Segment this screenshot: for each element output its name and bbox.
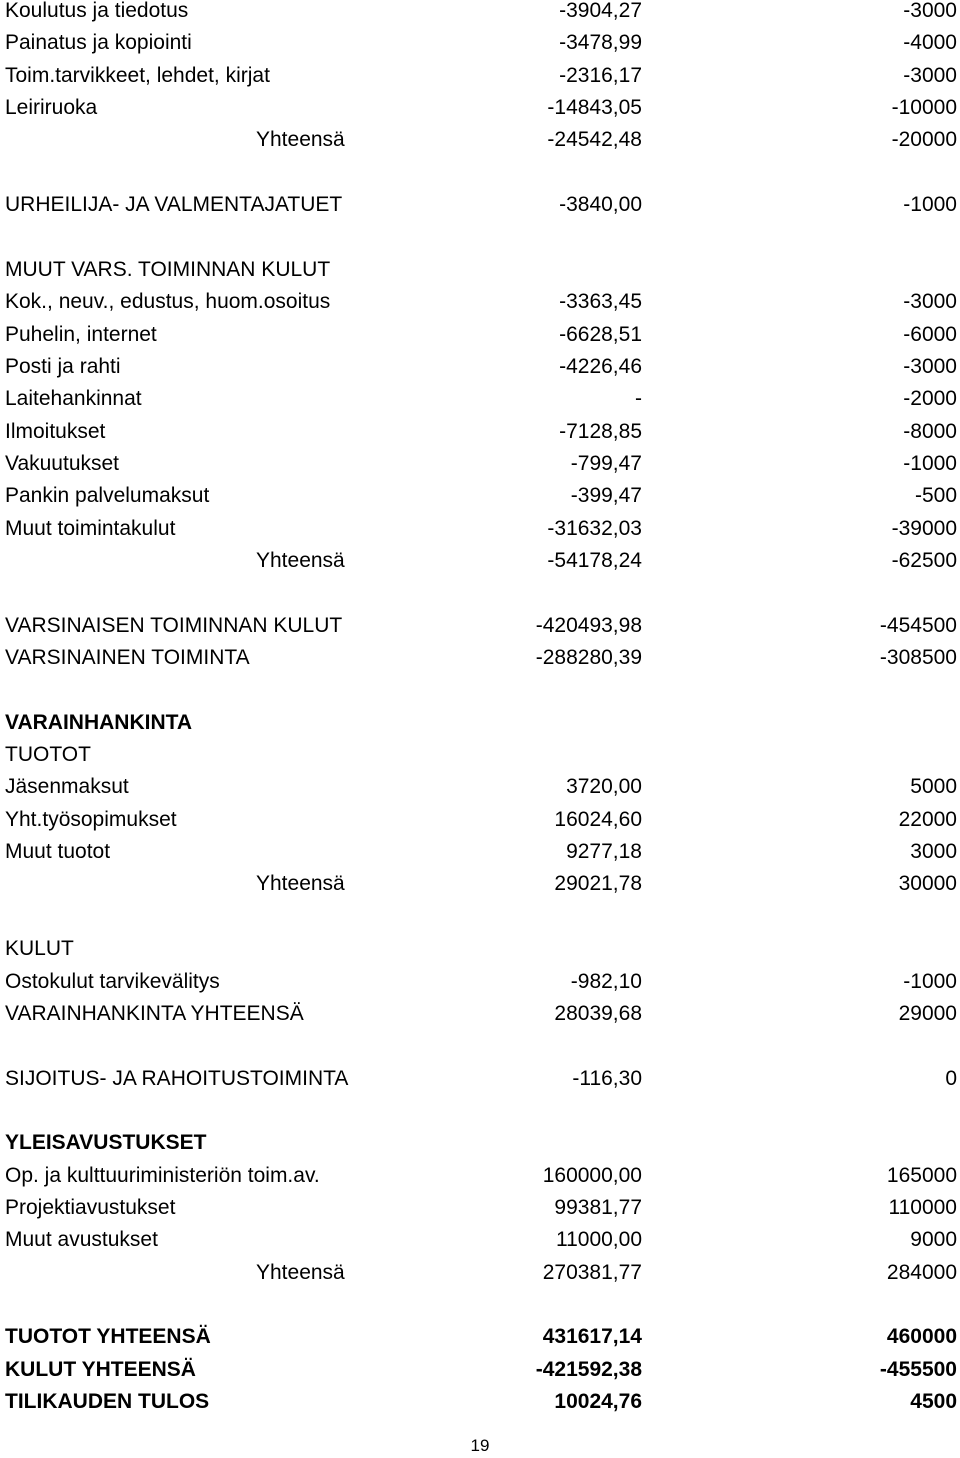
table-row <box>0 1386 960 1418</box>
actual-value: -3478,99 <box>559 31 642 55</box>
budget-value: -455500 <box>879 1357 957 1381</box>
budget-value: -454500 <box>879 613 957 637</box>
budget-value: -1000 <box>903 451 957 475</box>
actual-value: -420493,98 <box>535 613 642 637</box>
actual-value: -7128,85 <box>559 419 642 443</box>
table-row <box>0 1160 960 1192</box>
section-heading <box>0 933 960 965</box>
blank-row <box>0 157 960 189</box>
actual-value: -421592,38 <box>535 1357 642 1381</box>
actual-value: -116,30 <box>572 1066 642 1090</box>
table-row <box>0 642 960 674</box>
actual-value: -3904,27 <box>559 0 642 22</box>
table-row <box>0 1354 960 1386</box>
blank-row <box>0 901 960 933</box>
budget-value: -62500 <box>891 548 957 572</box>
blank-row <box>0 1289 960 1321</box>
row-label: YLEISAVUSTUKSET <box>5 1131 207 1155</box>
row-label: TUOTOT <box>5 743 91 767</box>
table-row <box>0 351 960 383</box>
budget-value: -4000 <box>903 31 957 55</box>
budget-value: 9000 <box>910 1228 957 1252</box>
table-row <box>0 836 960 868</box>
budget-value: -2000 <box>903 387 957 411</box>
row-label: Op. ja kulttuuriministeriön toim.av. <box>5 1163 320 1187</box>
budget-value: -6000 <box>903 322 957 346</box>
actual-value: -3363,45 <box>559 290 642 314</box>
table-row <box>0 771 960 803</box>
actual-value: -2316,17 <box>559 63 642 87</box>
row-label: Laitehankinnat <box>5 387 142 411</box>
section-heading <box>0 1127 960 1159</box>
budget-value: -500 <box>914 484 957 508</box>
row-label: Ostokulut tarvikevälitys <box>5 969 220 993</box>
row-label: Posti ja rahti <box>5 354 121 378</box>
table-row <box>0 319 960 351</box>
actual-value: 10024,76 <box>554 1390 642 1414</box>
table-row <box>0 416 960 448</box>
table-row <box>0 513 960 545</box>
actual-value: 99381,77 <box>554 1195 642 1219</box>
budget-value: -308500 <box>879 646 957 669</box>
actual-value: - <box>635 387 642 411</box>
row-label: Puhelin, internet <box>5 322 157 346</box>
row-label: Muut toimintakulut <box>5 516 176 540</box>
table-row <box>0 998 960 1030</box>
budget-value: 30000 <box>898 872 957 896</box>
actual-value: 28039,68 <box>554 1001 642 1025</box>
row-label: Jäsenmaksut <box>5 775 129 799</box>
actual-value: -24542,48 <box>547 128 642 152</box>
row-label: Koulutus ja tiedotus <box>5 0 189 22</box>
budget-value: -3000 <box>903 63 957 87</box>
budget-value: 165000 <box>886 1163 957 1187</box>
budget-value: -8000 <box>903 419 957 443</box>
budget-value: -20000 <box>891 128 957 152</box>
budget-value: 460000 <box>886 1325 957 1349</box>
actual-value: 3720,00 <box>566 775 642 799</box>
actual-value: 431617,14 <box>542 1325 642 1349</box>
row-label: VARSINAINEN TOIMINTA <box>5 646 250 669</box>
budget-value: 284000 <box>886 1260 957 1284</box>
row-label: Yhteensä <box>256 128 345 152</box>
budget-value: 4500 <box>910 1390 957 1414</box>
actual-value: 270381,77 <box>542 1260 642 1284</box>
table-row <box>0 1063 960 1095</box>
row-label: Vakuutukset <box>5 451 120 475</box>
row-label: VARSINAISEN TOIMINNAN KULUT <box>5 613 343 637</box>
row-label: Yht.työsopimukset <box>5 807 177 831</box>
row-label: Projektiavustukset <box>5 1195 176 1219</box>
budget-value: -39000 <box>891 516 957 540</box>
row-label: Kok., neuv., edustus, huom.osoitus <box>5 290 331 314</box>
budget-value: 5000 <box>910 775 957 799</box>
table-row <box>0 1321 960 1353</box>
table-row <box>0 286 960 318</box>
row-label: Muut avustukset <box>5 1228 158 1252</box>
actual-value: -14843,05 <box>547 96 642 120</box>
actual-value: 29021,78 <box>554 872 642 896</box>
table-row <box>0 0 960 27</box>
subtotal-row <box>0 1257 960 1289</box>
actual-value: -3840,00 <box>559 193 642 217</box>
budget-value: 3000 <box>910 840 957 864</box>
budget-value: 110000 <box>888 1195 957 1219</box>
table-row <box>0 383 960 415</box>
actual-value: 16024,60 <box>554 807 642 831</box>
table-row <box>0 92 960 124</box>
table-row <box>0 804 960 836</box>
row-label: Yhteensä <box>256 1260 345 1284</box>
row-label: Yhteensä <box>256 872 345 896</box>
row-label: Muut tuotot <box>5 840 111 864</box>
table-row <box>0 448 960 480</box>
actual-value: -31632,03 <box>547 516 642 540</box>
row-label: SIJOITUS- JA RAHOITUSTOIMINTA <box>5 1066 349 1090</box>
section-heading <box>0 739 960 771</box>
actual-value: -799,47 <box>570 451 642 475</box>
budget-value: 0 <box>945 1066 957 1090</box>
blank-row <box>0 1030 960 1062</box>
actual-value: 160000,00 <box>542 1163 642 1187</box>
row-label: VARAINHANKINTA <box>5 710 193 734</box>
table-row <box>0 480 960 512</box>
budget-value: -3000 <box>903 354 957 378</box>
subtotal-row <box>0 868 960 900</box>
budget-value: -1000 <box>903 969 957 993</box>
blank-row <box>0 674 960 706</box>
table-row <box>0 966 960 998</box>
actual-value: 11000,00 <box>555 1228 642 1252</box>
subtotal-row <box>0 545 960 577</box>
page-number: 19 <box>470 1436 490 1455</box>
actual-value: 9277,18 <box>566 840 642 864</box>
row-label: TUOTOT YHTEENSÄ <box>5 1325 211 1349</box>
row-label: URHEILIJA- JA VALMENTAJATUET <box>5 193 343 217</box>
row-label: Toim.tarvikkeet, lehdet, kirjat <box>5 63 270 87</box>
budget-value: -3000 <box>903 290 957 314</box>
row-label: KULUT <box>5 937 74 961</box>
blank-row <box>0 1095 960 1127</box>
budget-value: 22000 <box>898 807 957 831</box>
table-row <box>0 60 960 92</box>
table-row <box>0 27 960 59</box>
actual-value: -4226,46 <box>559 354 642 378</box>
budget-value: -3000 <box>903 0 957 22</box>
actual-value: -288280,39 <box>535 646 642 669</box>
section-heading <box>0 254 960 286</box>
row-label: MUUT VARS. TOIMINNAN KULUT <box>5 257 331 281</box>
table-row <box>0 1224 960 1256</box>
row-label: Painatus ja kopiointi <box>5 31 192 55</box>
row-label: Leiriruoka <box>5 96 98 120</box>
row-label: TILIKAUDEN TULOS <box>5 1390 210 1414</box>
row-label: VARAINHANKINTA YHTEENSÄ <box>5 1001 304 1025</box>
row-label: Yhteensä <box>256 548 345 572</box>
budget-value: 29000 <box>898 1001 957 1025</box>
row-label: Pankin palvelumaksut <box>5 484 210 508</box>
budget-value: -1000 <box>903 193 957 217</box>
actual-value: -982,10 <box>570 969 642 993</box>
actual-value: -399,47 <box>570 484 642 508</box>
actual-value: -54178,24 <box>547 548 642 572</box>
table-row <box>0 189 960 221</box>
subtotal-row <box>0 124 960 156</box>
row-label: KULUT YHTEENSÄ <box>5 1357 196 1381</box>
budget-value: -10000 <box>891 96 957 120</box>
blank-row <box>0 577 960 609</box>
section-heading <box>0 707 960 739</box>
actual-value: -6628,51 <box>559 322 642 346</box>
blank-row <box>0 221 960 253</box>
table-row <box>0 1192 960 1224</box>
row-label: Ilmoitukset <box>5 419 106 443</box>
table-row <box>0 610 960 642</box>
